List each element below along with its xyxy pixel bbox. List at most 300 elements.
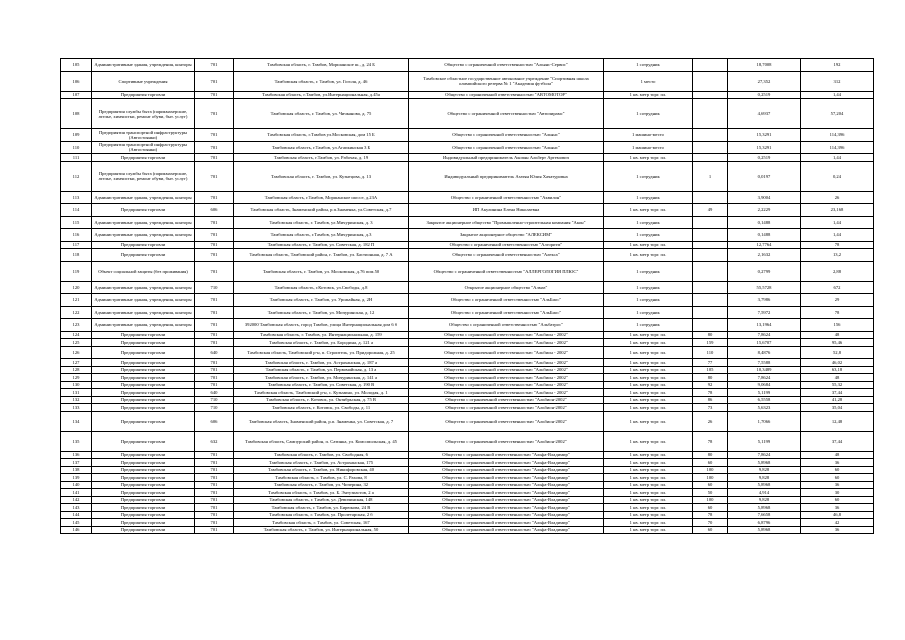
okato-code-cell: 701 xyxy=(195,141,234,154)
address-cell: Тамбовская область, г. Тамбов, ул. Мичуринская, д. 12 xyxy=(234,306,409,319)
table-row xyxy=(61,359,874,367)
quantity-cell: 100 xyxy=(693,466,728,474)
quantity-cell: 60 xyxy=(693,459,728,467)
row-number-cell: 146 xyxy=(61,526,92,534)
quantity-cell: 73 xyxy=(693,404,728,412)
table-row xyxy=(61,339,874,347)
unit-cell: 1 сотрудник xyxy=(604,281,693,294)
organization-cell: Общество с ограниченной ответственностью "Альянс" xyxy=(409,141,604,154)
quantity-cell: 78 xyxy=(693,389,728,397)
area-value-cell: 6,5558 xyxy=(728,396,801,404)
norm-value-cell: 42 xyxy=(801,519,874,527)
row-number-cell: 128 xyxy=(61,366,92,374)
unit-cell: 1 кв. метр торг. пл. xyxy=(604,366,693,374)
area-value-cell: 0,1488 xyxy=(728,229,801,242)
organization-cell: Общество с ограниченной ответственностью "Альбион - 2002" xyxy=(409,374,604,382)
quantity-cell: 80 xyxy=(693,451,728,459)
object-type-cell: Предприятия торговли xyxy=(92,526,195,534)
norm-value-cell: 36 xyxy=(801,504,874,512)
area-value-cell: 7,6658 xyxy=(728,511,801,519)
table-row xyxy=(61,481,874,489)
quantity-cell: 60 xyxy=(693,526,728,534)
norm-value-cell: 95,46 xyxy=(801,339,874,347)
row-number-cell: 121 xyxy=(61,294,92,307)
norm-value-cell: 36 xyxy=(801,481,874,489)
okato-code-cell: 640 xyxy=(195,389,234,397)
address-cell: Тамбовская область, г.Тамбов, ул. Рабочая, д. 19 xyxy=(234,154,409,162)
row-number-cell: 106 xyxy=(61,71,92,91)
table-row xyxy=(61,466,874,474)
organization-cell: Общество с ограниченной ответственностью "Альбион-2002" xyxy=(409,396,604,404)
address-cell: Тамбовская область, г. Тамбов, ул. Девичинская, 148 xyxy=(234,496,409,504)
table-row xyxy=(61,281,874,294)
row-number-cell: 123 xyxy=(61,319,92,332)
object-type-cell: Предприятия торговли xyxy=(92,481,195,489)
object-type-cell: Предприятия торговли xyxy=(92,431,195,451)
quantity-cell xyxy=(693,281,728,294)
unit-cell: 1 кв. метр торг. пл. xyxy=(604,359,693,367)
okato-code-cell: 701 xyxy=(195,339,234,347)
norm-value-cell: 41,28 xyxy=(801,396,874,404)
organization-cell: Общество с ограниченной ответственностью "Альбион - 2002" xyxy=(409,331,604,339)
row-number-cell: 134 xyxy=(61,411,92,431)
unit-cell: 1 кв. метр торг. пл. xyxy=(604,204,693,217)
quantity-cell xyxy=(693,319,728,332)
norm-value-cell: 60 xyxy=(801,466,874,474)
table-row xyxy=(61,249,874,262)
quantity-cell xyxy=(693,249,728,262)
area-value-cell: 9,828 xyxy=(728,466,801,474)
quantity-cell: 105 xyxy=(693,366,728,374)
okato-code-cell: 701 xyxy=(195,319,234,332)
norm-value-cell: 23,168 xyxy=(801,204,874,217)
norm-value-cell: 48 xyxy=(801,374,874,382)
unit-cell: 1 сотрудник xyxy=(604,216,693,229)
okato-code-cell: 710 xyxy=(195,396,234,404)
unit-cell: 1 кв. метр торг. пл. xyxy=(604,381,693,389)
object-type-cell: Предприятия службы быта (парикмахерские, ателье, химчистки, ремонт обуви, быт. услуг) xyxy=(92,161,195,191)
quantity-cell xyxy=(693,99,728,129)
table-row xyxy=(61,161,874,191)
area-value-cell: 10,3489 xyxy=(728,366,801,374)
row-number-cell: 120 xyxy=(61,281,92,294)
area-value-cell: 5,8968 xyxy=(728,481,801,489)
object-type-cell: Предприятия торговли xyxy=(92,359,195,367)
table-row xyxy=(61,346,874,359)
quantity-cell xyxy=(693,306,728,319)
address-cell: Тамбовская область, г. Тамбов, ул. Интернациональная, 50 xyxy=(234,526,409,534)
row-number-cell: 107 xyxy=(61,91,92,99)
address-cell: Тамбовская область, г. Тамбов, ул. Кузнецова, д. 13 xyxy=(234,161,409,191)
area-value-cell: 8,4876 xyxy=(728,346,801,359)
object-type-cell: Предприятия торговли xyxy=(92,389,195,397)
okato-code-cell: 701 xyxy=(195,511,234,519)
organization-cell: Общество с ограниченной ответственностью "Альбион - 2002" xyxy=(409,381,604,389)
norm-value-cell: 0,24 xyxy=(801,161,874,191)
row-number-cell: 133 xyxy=(61,404,92,412)
table-row xyxy=(61,431,874,451)
okato-code-cell: 701 xyxy=(195,481,234,489)
organization-cell: Общество с ограниченной ответственностью "Аквилон" xyxy=(409,191,604,204)
quantity-cell xyxy=(693,141,728,154)
norm-value-cell: 60 xyxy=(801,474,874,482)
unit-cell: 1 кв. метр торг. пл. xyxy=(604,411,693,431)
area-value-cell: 0,2519 xyxy=(728,91,801,99)
row-number-cell: 138 xyxy=(61,466,92,474)
row-number-cell: 105 xyxy=(61,59,92,72)
object-type-cell: Спортивные учреждения xyxy=(92,71,195,91)
address-cell: Тамбовская область, г. Тамбов, ул. Мичуринская, д. 141 а xyxy=(234,374,409,382)
organization-cell: Индивидуальный предприниматель Акопян Альберт Артемович xyxy=(409,154,604,162)
table-row xyxy=(61,154,874,162)
row-number-cell: 117 xyxy=(61,241,92,249)
quantity-cell: 80 xyxy=(693,374,728,382)
norm-value-cell: 46,8 xyxy=(801,511,874,519)
row-number-cell: 108 xyxy=(61,99,92,129)
quantity-cell xyxy=(693,229,728,242)
area-value-cell: 4,914 xyxy=(728,489,801,497)
okato-code-cell: 701 xyxy=(195,161,234,191)
quantity-cell: 77 xyxy=(693,359,728,367)
organization-cell: Общество с ограниченной ответственностью "Альбион - 2002" xyxy=(409,389,604,397)
organization-cell: Общество с ограниченной ответственностью "Альфа-Владимир" xyxy=(409,519,604,527)
row-number-cell: 145 xyxy=(61,519,92,527)
object-type-cell: Предприятия торговли xyxy=(92,366,195,374)
norm-value-cell: 37,44 xyxy=(801,389,874,397)
address-cell: Тамбовская область, г. Тамбов, ул. Урожайная, д. 2Н xyxy=(234,294,409,307)
organization-cell: Общество с ограниченной ответственностью "Альбион - 2002" xyxy=(409,346,604,359)
row-number-cell: 127 xyxy=(61,359,92,367)
organization-cell: Закрытое акционерное общество "АЛЕКСИМ" xyxy=(409,229,604,242)
area-value-cell: 0,2519 xyxy=(728,154,801,162)
table-row xyxy=(61,404,874,412)
okato-code-cell: 701 xyxy=(195,216,234,229)
area-value-cell: 2,2229 xyxy=(728,204,801,217)
quantity-cell: 60 xyxy=(693,504,728,512)
okato-code-cell: 701 xyxy=(195,451,234,459)
organization-cell: Общество с ограниченной ответственностью "Альбион-2002" xyxy=(409,404,604,412)
table-row xyxy=(61,389,874,397)
okato-code-cell: 701 xyxy=(195,294,234,307)
row-number-cell: 130 xyxy=(61,381,92,389)
quantity-cell xyxy=(693,216,728,229)
organization-cell: Тамбовское областное государственное автономное учреждение "Спортивная школа олимпийского резерва № 1 "Академия футбола" xyxy=(409,71,604,91)
area-value-cell: 12,7764 xyxy=(728,241,801,249)
organization-cell: Общество с ограниченной ответственностью "Алекса" xyxy=(409,249,604,262)
table-row xyxy=(61,204,874,217)
unit-cell: 1 сотрудник xyxy=(604,59,693,72)
table-row xyxy=(61,216,874,229)
organization-cell: Общество с ограниченной ответственностью "АльБиос" xyxy=(409,294,604,307)
quantity-cell: 60 xyxy=(693,481,728,489)
quantity-cell: 100 xyxy=(693,474,728,482)
address-cell: Тамбовская область, г. Тамбов, Моршанское ш., д. 24 Б xyxy=(234,59,409,72)
area-value-cell: 7,8624 xyxy=(728,451,801,459)
norm-value-cell: 29 xyxy=(801,294,874,307)
unit-cell: 1 сотрудник xyxy=(604,161,693,191)
row-number-cell: 122 xyxy=(61,306,92,319)
table-row xyxy=(61,459,874,467)
object-type-cell: Предприятия торговли xyxy=(92,466,195,474)
object-type-cell: Предприятия торговли xyxy=(92,504,195,512)
row-number-cell: 111 xyxy=(61,154,92,162)
organization-cell: Общество с ограниченной ответственностью "Альбион - 2002" xyxy=(409,339,604,347)
unit-cell: 1 кв. метр торг. пл. xyxy=(604,91,693,99)
norm-value-cell: 60 xyxy=(801,496,874,504)
okato-code-cell: 701 xyxy=(195,466,234,474)
address-cell: Тамбовская область, г. Тамбов, ул. С. Рахова, 8 xyxy=(234,474,409,482)
row-number-cell: 142 xyxy=(61,496,92,504)
area-value-cell: 4,6937 xyxy=(728,99,801,129)
row-number-cell: 139 xyxy=(61,474,92,482)
unit-cell: 1 кв. метр торг. пл. xyxy=(604,519,693,527)
okato-code-cell: 701 xyxy=(195,381,234,389)
table-row xyxy=(61,229,874,242)
object-type-cell: Предприятия торговли xyxy=(92,451,195,459)
norm-value-cell: 114,396 xyxy=(801,141,874,154)
address-cell: Тамбовская область, г. Тамбов, ул. Советская, д. 182 П xyxy=(234,241,409,249)
quantity-cell xyxy=(693,71,728,91)
unit-cell: 1 кв. метр торг. пл. xyxy=(604,404,693,412)
object-type-cell: Предприятия торговли xyxy=(92,374,195,382)
table-row xyxy=(61,381,874,389)
table-row xyxy=(61,71,874,91)
okato-code-cell: 701 xyxy=(195,331,234,339)
okato-code-cell: 632 xyxy=(195,431,234,451)
okato-code-cell: 701 xyxy=(195,374,234,382)
table-row xyxy=(61,366,874,374)
norm-value-cell: 36 xyxy=(801,459,874,467)
object-type-cell: Предприятия торговли xyxy=(92,381,195,389)
unit-cell: 1 кв. метр торг. пл. xyxy=(604,511,693,519)
quantity-cell: 78 xyxy=(693,511,728,519)
okato-code-cell: 701 xyxy=(195,366,234,374)
unit-cell: 1 кв. метр торг. пл. xyxy=(604,431,693,451)
organization-cell: Общество с ограниченной ответственностью "Альфа-Владимир" xyxy=(409,459,604,467)
quantity-cell: 50 xyxy=(693,489,728,497)
area-value-cell: 9,828 xyxy=(728,474,801,482)
row-number-cell: 132 xyxy=(61,396,92,404)
okato-code-cell: 701 xyxy=(195,359,234,367)
address-cell: Тамбовская область, г. Тамбов, ул. Первомайская, д. 13 а xyxy=(234,366,409,374)
address-cell: Тамбовская область, г. Тамбов, ул. Бородина, д. 121 а xyxy=(234,339,409,347)
area-value-cell: 5,6323 xyxy=(728,404,801,412)
row-number-cell: 116 xyxy=(61,229,92,242)
organization-cell: Общество с ограниченной ответственностью "Альфа-Владимир" xyxy=(409,466,604,474)
object-type-cell: Предприятия торговли xyxy=(92,411,195,431)
row-number-cell: 141 xyxy=(61,489,92,497)
organization-cell: Общество с ограниченной ответственностью "Альфа-Владимир" xyxy=(409,504,604,512)
address-cell: Тамбовская область, г. Тамбов, ул. Астраханская, 175 xyxy=(234,459,409,467)
area-value-cell: 13,1964 xyxy=(728,319,801,332)
object-type-cell: Предприятия торговли xyxy=(92,489,195,497)
norm-value-cell: 12,48 xyxy=(801,411,874,431)
norm-value-cell: 48 xyxy=(801,451,874,459)
quantity-cell: 70 xyxy=(693,519,728,527)
organization-cell: Общество с ограниченной ответственностью "Альбион-2002" xyxy=(409,411,604,431)
area-value-cell: 1,7066 xyxy=(728,411,801,431)
unit-cell: 1 кв. метр торг. пл. xyxy=(604,331,693,339)
table-row xyxy=(61,396,874,404)
object-type-cell: Предприятия транспортной инфраструктуры (Автостоянки) xyxy=(92,141,195,154)
quantity-cell: 78 xyxy=(693,431,728,451)
table-row xyxy=(61,294,874,307)
object-type-cell: Предприятия торговли xyxy=(92,396,195,404)
unit-cell: 1 сотрудник xyxy=(604,191,693,204)
okato-code-cell: 640 xyxy=(195,346,234,359)
okato-code-cell: 701 xyxy=(195,241,234,249)
quantity-cell xyxy=(693,129,728,142)
okato-code-cell: 606 xyxy=(195,204,234,217)
norm-value-cell: 46,02 xyxy=(801,359,874,367)
area-value-cell: 9,828 xyxy=(728,496,801,504)
quantity-cell: 49 xyxy=(693,204,728,217)
quantity-cell: 86 xyxy=(693,396,728,404)
area-value-cell: 5,8968 xyxy=(728,504,801,512)
okato-code-cell: 701 xyxy=(195,191,234,204)
norm-value-cell: 26 xyxy=(801,191,874,204)
table-row xyxy=(61,519,874,527)
okato-code-cell: 701 xyxy=(195,71,234,91)
organization-cell: Общество с ограниченной ответственностью "Альянс-Сервис" xyxy=(409,59,604,72)
table-row xyxy=(61,59,874,72)
okato-code-cell: 701 xyxy=(195,306,234,319)
row-number-cell: 112 xyxy=(61,161,92,191)
table-row xyxy=(61,129,874,142)
row-number-cell: 109 xyxy=(61,129,92,142)
area-value-cell: 0,2799 xyxy=(728,261,801,281)
organization-cell: Общество с ограниченной ответственностью "Альбион - 2002" xyxy=(409,366,604,374)
object-type-cell: Предприятия торговли xyxy=(92,91,195,99)
norm-value-cell: 13,2 xyxy=(801,249,874,262)
okato-code-cell: 701 xyxy=(195,129,234,142)
table-row xyxy=(61,526,874,534)
address-cell: Тамбовская область, г. Тамбов, ул. Советская, д. 190 В xyxy=(234,381,409,389)
row-number-cell: 137 xyxy=(61,459,92,467)
address-cell: Тамбовская область, Тамбовский район, г. Тамбов, ул. Бастионная, д. 7 А xyxy=(234,249,409,262)
address-cell: Тамбовская область, г. Тамбов, ул. Советская, 167 xyxy=(234,519,409,527)
object-type-cell: Предприятия торговли xyxy=(92,154,195,162)
object-type-cell: Административные здания, учреждения, конторы xyxy=(92,216,195,229)
table-row xyxy=(61,191,874,204)
area-value-cell: 55,5728 xyxy=(728,281,801,294)
okato-code-cell: 606 xyxy=(195,411,234,431)
unit-cell: 1 кв. метр торг. пл. xyxy=(604,339,693,347)
address-cell: Тамбовская область, г. Котовск, ул. Свободы, д. 11 xyxy=(234,404,409,412)
unit-cell: 1 место xyxy=(604,71,693,91)
norm-value-cell: 1,44 xyxy=(801,91,874,99)
organization-cell: Общество с ограниченной ответственностью "Альфа-Владимир" xyxy=(409,489,604,497)
object-type-cell: Предприятия торговли xyxy=(92,459,195,467)
row-number-cell: 144 xyxy=(61,511,92,519)
quantity-cell: 110 xyxy=(693,346,728,359)
area-value-cell: 0,1488 xyxy=(728,216,801,229)
unit-cell: 1 кв. метр торг. пл. xyxy=(604,466,693,474)
organization-cell: Общество с ограниченной ответственностью "Альфа-Владимир" xyxy=(409,511,604,519)
norm-value-cell: 312 xyxy=(801,71,874,91)
row-number-cell: 135 xyxy=(61,431,92,451)
unit-cell: 1 кв. метр торг. пл. xyxy=(604,474,693,482)
quantity-cell xyxy=(693,294,728,307)
okato-code-cell: 701 xyxy=(195,489,234,497)
unit-cell: 1 кв. метр торг. пл. xyxy=(604,346,693,359)
unit-cell: 1 кв. метр торг. пл. xyxy=(604,374,693,382)
area-value-cell: 15,3291 xyxy=(728,129,801,142)
okato-code-cell: 701 xyxy=(195,229,234,242)
table-row xyxy=(61,331,874,339)
table-row xyxy=(61,99,874,129)
organization-cell: Общество с ограниченной ответственностью "Альянс" xyxy=(409,129,604,142)
area-value-cell: 7,5588 xyxy=(728,359,801,367)
quantity-cell: 100 xyxy=(693,496,728,504)
okato-code-cell: 710 xyxy=(195,281,234,294)
object-type-cell: Предприятия службы быта (парикмахерские, ателье, химчистки, ремонт обуви, быт. услуг) xyxy=(92,99,195,129)
row-number-cell: 143 xyxy=(61,504,92,512)
address-cell: Тамбовская область, г.Тамбов ул.Московская, дом 15 Б xyxy=(234,129,409,142)
address-cell: Тамбовская область, г. Тамбов, ул. Бирюкова, 24 В xyxy=(234,504,409,512)
norm-value-cell: 192 xyxy=(801,59,874,72)
organization-cell: Общество с ограниченной ответственностью "Автопирамс" xyxy=(409,99,604,129)
table-row xyxy=(61,141,874,154)
quantity-cell: 80 xyxy=(693,331,728,339)
norm-value-cell: 1,44 xyxy=(801,154,874,162)
unit-cell: 1 кв. метр торг. пл. xyxy=(604,241,693,249)
table-row xyxy=(61,241,874,249)
address-cell: Тамбовская область, г. Тамбов, ул. Б. Энтузиастов, 2 а xyxy=(234,489,409,497)
address-cell: Тамбовская область, Тамбовский р-н, п. Строитель, ул. Придорожная, д. 25 xyxy=(234,346,409,359)
area-value-cell: 27,352 xyxy=(728,71,801,91)
object-type-cell: Административные здания, учреждения, конторы xyxy=(92,59,195,72)
area-value-cell: 5,1199 xyxy=(728,389,801,397)
unit-cell: 1 машино-место xyxy=(604,129,693,142)
row-number-cell: 129 xyxy=(61,374,92,382)
area-value-cell: 6,8796 xyxy=(728,519,801,527)
area-value-cell: 0,0197 xyxy=(728,161,801,191)
norm-value-cell: 36 xyxy=(801,526,874,534)
object-type-cell: Предприятия торговли xyxy=(92,331,195,339)
organization-cell: ИП Акулинина Елена Николаевна xyxy=(409,204,604,217)
area-value-cell: 15,6707 xyxy=(728,339,801,347)
unit-cell: 1 кв. метр торг. пл. xyxy=(604,496,693,504)
organization-cell: Общество с ограниченной ответственностью "Альбатрос" xyxy=(409,319,604,332)
object-type-cell: Предприятия торговли xyxy=(92,474,195,482)
address-cell: Тамбовская область, г. Тамбов, ул. Московская, д.76 пом.50 xyxy=(234,261,409,281)
organization-cell: Открытое акционерное общество "Алмаз" xyxy=(409,281,604,294)
organization-cell: Общество с ограниченной ответственностью "АВТОМОТОР" xyxy=(409,91,604,99)
norm-value-cell: 78 xyxy=(801,306,874,319)
table-row xyxy=(61,411,874,431)
area-value-cell: 5,8968 xyxy=(728,459,801,467)
unit-cell: 1 кв. метр торг. пл. xyxy=(604,481,693,489)
row-number-cell: 113 xyxy=(61,191,92,204)
unit-cell: 1 кв. метр торг. пл. xyxy=(604,489,693,497)
object-type-cell: Предприятия торговли xyxy=(92,404,195,412)
registry-table xyxy=(60,58,874,534)
table-row xyxy=(61,474,874,482)
organization-cell: Общество с ограниченной ответственностью "Альбион - 2002" xyxy=(409,359,604,367)
norm-value-cell: 52,8 xyxy=(801,346,874,359)
table-row xyxy=(61,306,874,319)
area-value-cell: 5,8968 xyxy=(728,526,801,534)
address-cell: 392000 Тамбовская область, город Тамбов, улица Интернациональная дом 6 б xyxy=(234,319,409,332)
object-type-cell: Предприятия торговли xyxy=(92,204,195,217)
address-cell: Тамбовская область, г. Тамбов, ул. Интернациональная, д. 159 xyxy=(234,331,409,339)
organization-cell: Общество с ограниченной ответственностью "АльБиос" xyxy=(409,306,604,319)
norm-value-cell: 30 xyxy=(801,489,874,497)
table-row xyxy=(61,451,874,459)
area-value-cell: 7,5972 xyxy=(728,306,801,319)
quantity-cell xyxy=(693,154,728,162)
